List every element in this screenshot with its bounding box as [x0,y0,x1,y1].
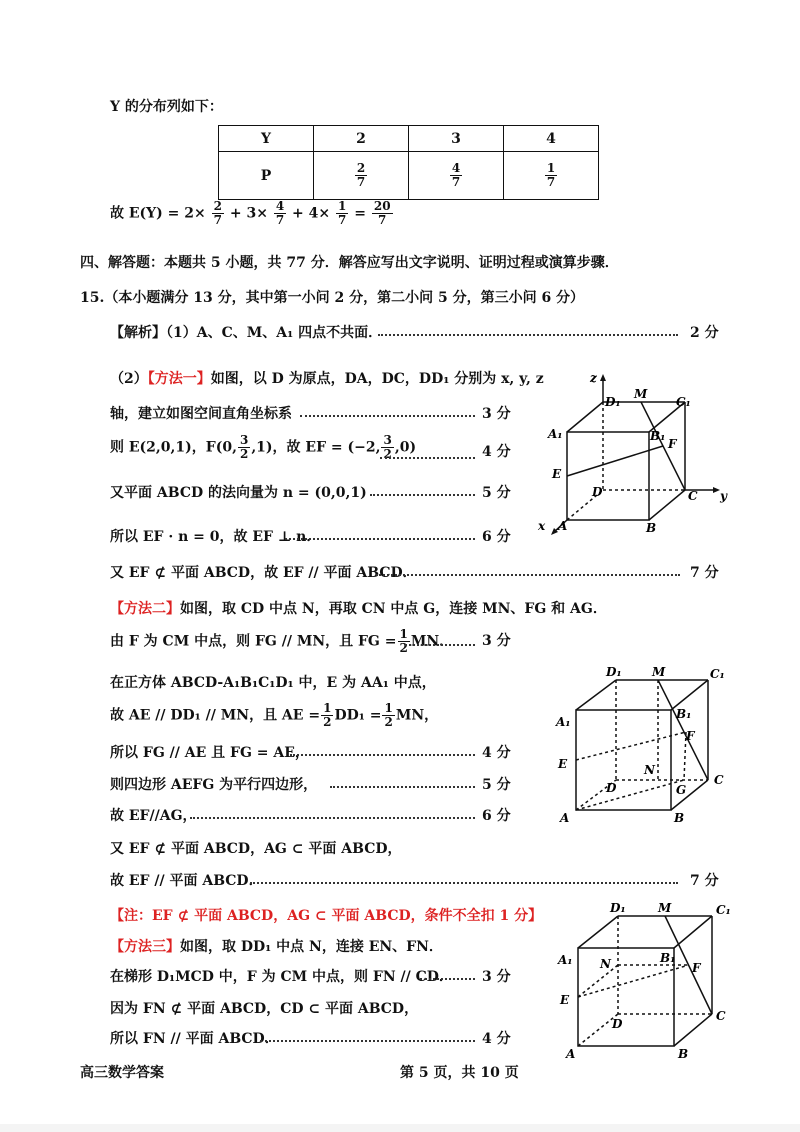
method1-line3 [110,434,416,461]
fraction-denominator: 2 [384,715,393,729]
dotted-leader [405,634,475,646]
method2-intro [110,598,607,618]
label-d1: D₁ [610,901,626,915]
score: 3 分 [482,969,511,985]
dotted-leader [420,968,475,980]
fraction-numerator: 20 [373,199,391,213]
method-intro-text: 如图，取 DD₁ 中点 N，连接 EN、FN． [180,939,443,955]
score: 4 分 [482,444,511,460]
edge [674,916,712,948]
segment-ef [578,965,689,997]
fraction-numerator: 2 [356,161,366,175]
fraction-numerator: 4 [275,199,285,213]
method2-line4 [110,702,438,729]
label-c: C [716,1009,726,1023]
fraction-numerator: 4 [451,161,461,175]
score: 5 分 [482,485,511,501]
method3-intro [110,936,443,956]
label-n: N [600,957,611,971]
table-cell [314,152,409,200]
label-b1: B₁ [660,951,676,965]
method2-line8: 又 EF ⊄ 平面 ABCD，AG ⊂ 平面 ABCD， [110,841,402,857]
fraction-denominator: 7 [378,213,387,227]
edge [576,680,616,710]
method-text: MN． [410,633,454,650]
segment-mc [658,680,708,780]
label-a1: A₁ [556,715,571,729]
fraction-denominator: 7 [213,213,222,227]
score: 3 分 [482,406,511,422]
dotted-leader [370,484,475,496]
dotted-leader [285,528,475,540]
method2-line7: 故 EF//AG， [110,808,197,824]
method-text: DD₁ = [334,707,382,724]
dotted-leader [290,744,475,756]
fraction-denominator: 2 [399,641,408,655]
equals-sign: = [354,205,366,222]
edge [567,402,603,432]
label-e: E [558,757,568,771]
label-d: D [612,1017,623,1031]
method-text: MN， [395,707,439,724]
fraction-numerator: 1 [338,199,347,213]
fraction-denominator: 7 [275,213,285,227]
dotted-leader [190,807,475,819]
method2-line3: 在正方体 ABCD-A₁B₁C₁D₁ 中，E 为 AA₁ 中点， [110,675,436,691]
method1-line2: 轴，建立如图空间直角坐标系 [110,406,292,422]
table-cell [409,152,504,200]
score: 3 分 [482,633,511,649]
dotted-leader [330,776,475,788]
method2-line2 [110,628,453,655]
segment-en [578,965,618,997]
footer-title: 高三数学答案 [80,1065,164,1081]
method3-line2: 在梯形 D₁MCD 中，F 为 CM 中点，则 FN // CD． [110,969,453,985]
label-y: y [720,489,727,503]
fraction-denominator: 7 [451,175,461,189]
fraction-numerator: 2 [213,199,222,213]
label-a: A [558,519,568,533]
score: 6 分 [482,529,511,545]
method-tag: 【方法一】 [147,371,211,387]
coordinate-text: 则 E(2,0,1)，F(0, [110,439,237,456]
label-c1: C₁ [676,395,691,409]
figure-cube-method3 [548,896,748,1066]
section-title: 四、解答题：本题共 5 小题，共 77 分．解答应写出文字说明、证明过程或演算步骤． [80,255,619,271]
method-tag: 【方法二】 [110,601,180,617]
label-d1: D₁ [605,395,621,409]
fraction-denominator: 2 [323,715,332,729]
label-e: E [552,467,562,481]
dotted-leader [250,872,678,884]
z-arrow-icon [600,374,606,381]
label-a: A [560,811,570,825]
label-d1: D₁ [606,665,622,679]
label-c1: C₁ [710,667,725,681]
label-m: M [652,665,666,679]
label-a1: A₁ [548,427,563,441]
deduction-note: 【注：EF ⊄ 平面 ABCD，AG ⊂ 平面 ABCD，条件不全扣 1 分】 [110,908,543,924]
front-face [576,710,671,810]
table-cell: 2 [314,126,409,152]
expectation-term: + 4× [292,205,331,222]
score: 4 分 [482,745,511,761]
fraction-numerator: 1 [323,701,332,715]
method2-line6: 则四边形 AEFG 为平行四边形， [110,777,318,793]
label-b: B [678,1047,689,1061]
method-text: 故 AE // DD₁ // MN，且 AE = [110,707,321,724]
vector-text-end: ,0) [394,439,417,456]
edge [578,916,618,948]
method3-line3: 因为 FN ⊄ 平面 ABCD，CD ⊂ 平面 ABCD， [110,1001,419,1017]
distribution-intro: Y 的分布列如下： [110,99,223,115]
method1-line4: 又平面 ABCD 的法向量为 n = (0,0,1) [110,485,367,501]
fraction-denominator: 7 [338,213,347,227]
method2-line9: 故 EF // 平面 ABCD． [110,873,263,889]
method2-line5: 所以 FG // AE 且 FG = AE， [110,745,309,761]
table-cell: 3 [409,126,504,152]
label-b: B [674,811,685,825]
distribution-table [218,125,599,200]
method-text: 由 F 为 CM 中点，则 FG // MN，且 FG = [110,633,397,650]
label-z: z [590,372,597,385]
page-number: 第 5 页，共 10 页 [400,1065,519,1081]
dotted-leader [300,405,475,417]
method3-line4: 所以 FN // 平面 ABCD． [110,1031,279,1047]
label-c1: C₁ [716,903,731,917]
vector-text: ,1)，故 EF = (−2, [251,439,381,456]
y-arrow-icon [713,487,720,493]
label-f: F [668,437,677,451]
method-intro-text: 如图，取 CD 中点 N，再取 CN 中点 G，连接 MN、FG 和 AG． [180,601,607,617]
dotted-leader [380,447,475,459]
score: 7 分 [690,873,719,889]
label-x: x [538,519,546,533]
label-e: E [560,993,570,1007]
score: 2 分 [690,325,719,341]
fraction-numerator: 1 [384,701,393,715]
fraction-denominator: 7 [546,175,556,189]
expectation-prefix: 故 E(Y) = 2× [110,205,206,222]
label-m: M [658,901,672,915]
page-edge [0,1124,800,1132]
label-b1: B₁ [676,707,692,721]
label-f: F [692,961,701,975]
method1-line5: 所以 EF · n = 0，故 EF ⊥ n． [110,529,321,545]
label-d: D [606,781,617,795]
edge [674,1014,712,1046]
label-b1: B₁ [650,429,666,443]
score: 6 分 [482,808,511,824]
front-face [567,432,649,520]
problem-heading: 15.（本小题满分 13 分，其中第一小问 2 分，第二小问 5 分，第三小问 6 分） [80,290,585,306]
method-intro-text: 如图，以 D 为原点，DA，DC，DD₁ 分别为 x, y, z [210,371,544,387]
table-row-label: Y [219,126,314,152]
segment-ag [576,780,687,810]
method-tag: 【方法三】 [110,939,180,955]
fraction-denominator: 2 [239,447,249,461]
label-b: B [646,521,657,535]
label-c: C [714,773,724,787]
table-cell: 4 [504,126,599,152]
figure-coordinate-cube [530,372,730,542]
dotted-leader [376,564,680,576]
edge [649,490,685,520]
label-g: G [676,783,687,797]
part1-text: 【解析】（1）A、C、M、A₁ 四点不共面． [110,325,383,341]
segment-ef [576,732,686,760]
table-cell [504,152,599,200]
figure-cube-method2 [548,660,738,830]
label-a: A [566,1047,576,1061]
score: 4 分 [482,1031,511,1047]
expectation-formula [110,200,394,227]
label-m: M [634,387,648,401]
part-number: （2） [110,371,148,387]
fraction-numerator: 1 [399,627,408,641]
dotted-leader [260,1030,475,1042]
fraction-denominator: 7 [356,175,366,189]
fraction-denominator: 2 [383,447,392,461]
score: 5 分 [482,777,511,793]
label-n: N [644,763,655,777]
label-f: F [686,729,695,743]
fraction-numerator: 3 [383,433,392,447]
dotted-leader [378,324,678,336]
score: 7 分 [690,565,719,581]
expectation-term: + 3× [229,205,268,222]
label-a1: A₁ [558,953,573,967]
fraction-numerator: 3 [239,433,249,447]
method1-intro [110,368,544,388]
label-d: D [592,485,603,499]
table-row-label: P [219,152,314,200]
label-c: C [688,489,698,503]
edge [671,680,708,710]
method1-line6: 又 EF ⊄ 平面 ABCD，故 EF // 平面 ABCD． [110,565,417,581]
fraction-numerator: 1 [546,161,556,175]
